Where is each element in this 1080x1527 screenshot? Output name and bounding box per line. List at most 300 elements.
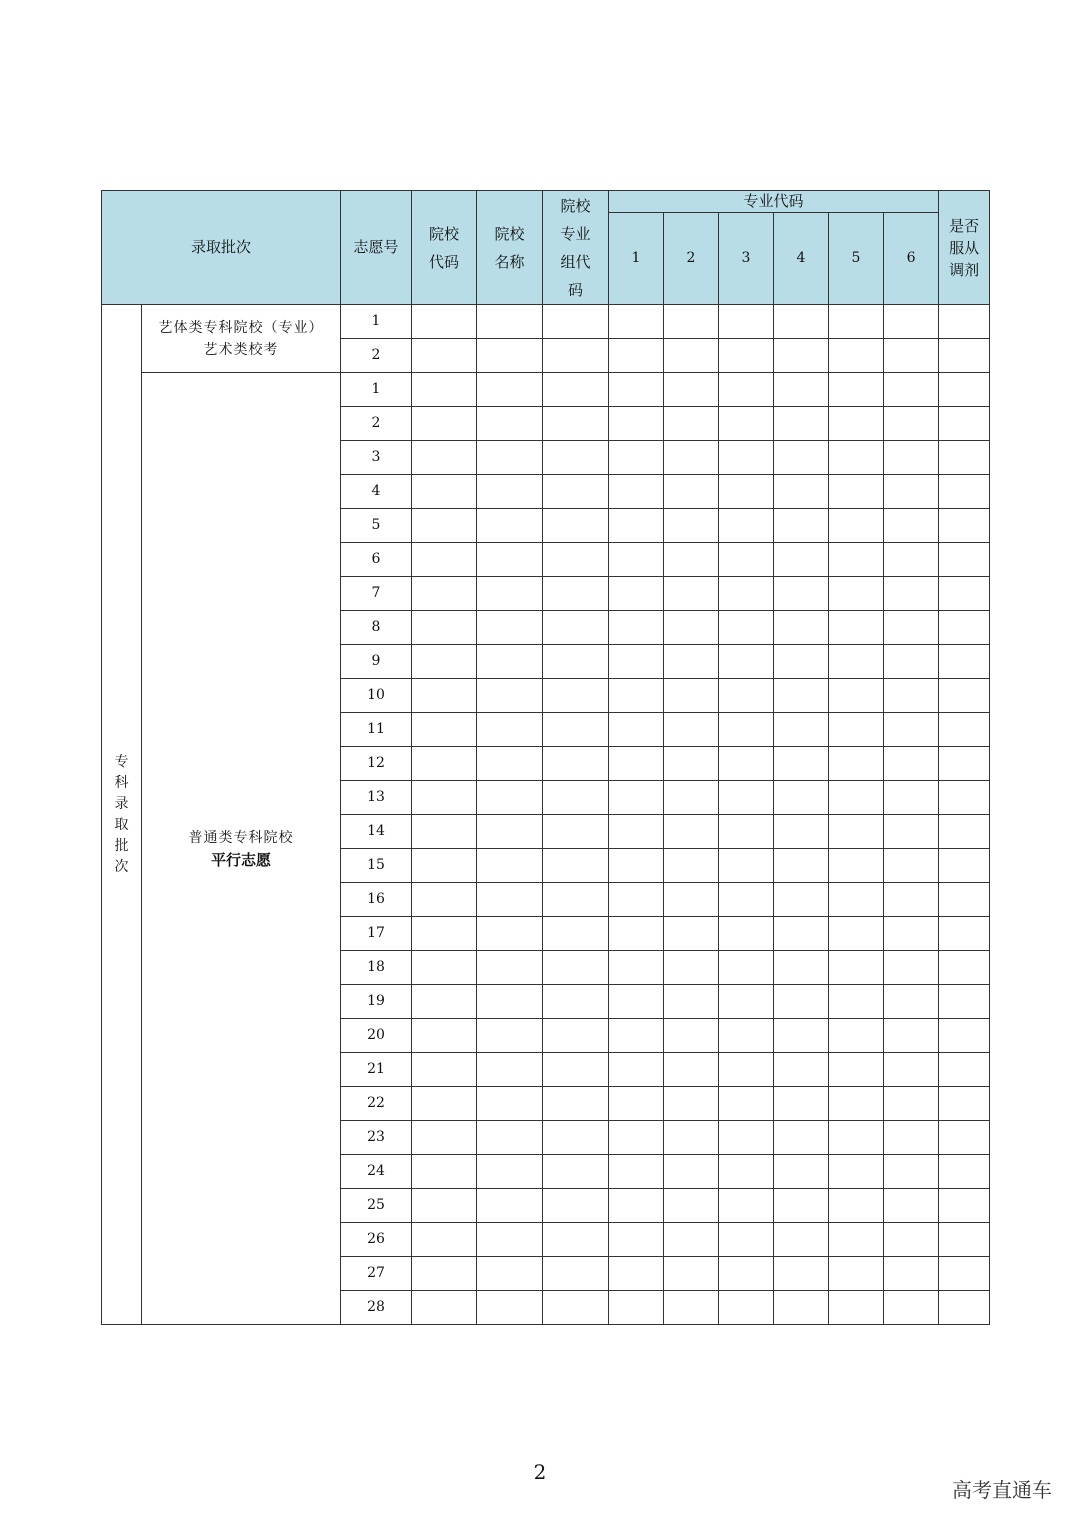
major-6-cell[interactable]	[884, 1087, 939, 1121]
major-6-cell[interactable]	[884, 1121, 939, 1155]
major-5-cell[interactable]	[829, 577, 884, 611]
major-5-cell[interactable]	[829, 951, 884, 985]
school-name-cell[interactable]	[477, 1189, 543, 1223]
major-3-cell[interactable]	[719, 883, 774, 917]
school-code-cell[interactable]	[412, 1223, 477, 1257]
group-code-cell[interactable]	[543, 1223, 609, 1257]
major-1-cell[interactable]	[609, 1155, 664, 1189]
major-1-cell[interactable]	[609, 1257, 664, 1291]
school-code-cell[interactable]	[412, 917, 477, 951]
adjust-cell[interactable]	[939, 1223, 990, 1257]
school-code-cell[interactable]	[412, 951, 477, 985]
adjust-cell[interactable]	[939, 951, 990, 985]
school-code-cell[interactable]	[412, 781, 477, 815]
adjust-cell[interactable]	[939, 815, 990, 849]
major-2-cell[interactable]	[664, 305, 719, 339]
major-3-cell[interactable]	[719, 1019, 774, 1053]
major-3-cell[interactable]	[719, 1223, 774, 1257]
adjust-cell[interactable]	[939, 577, 990, 611]
school-name-cell[interactable]	[477, 713, 543, 747]
major-6-cell[interactable]	[884, 305, 939, 339]
major-4-cell[interactable]	[774, 339, 829, 373]
major-6-cell[interactable]	[884, 815, 939, 849]
school-name-cell[interactable]	[477, 611, 543, 645]
adjust-cell[interactable]	[939, 1291, 990, 1325]
major-3-cell[interactable]	[719, 781, 774, 815]
major-1-cell[interactable]	[609, 543, 664, 577]
school-name-cell[interactable]	[477, 1155, 543, 1189]
major-2-cell[interactable]	[664, 1291, 719, 1325]
major-3-cell[interactable]	[719, 713, 774, 747]
group-code-cell[interactable]	[543, 713, 609, 747]
major-2-cell[interactable]	[664, 543, 719, 577]
major-3-cell[interactable]	[719, 339, 774, 373]
major-5-cell[interactable]	[829, 747, 884, 781]
major-6-cell[interactable]	[884, 611, 939, 645]
major-3-cell[interactable]	[719, 407, 774, 441]
group-code-cell[interactable]	[543, 611, 609, 645]
major-1-cell[interactable]	[609, 339, 664, 373]
major-5-cell[interactable]	[829, 917, 884, 951]
major-1-cell[interactable]	[609, 611, 664, 645]
major-1-cell[interactable]	[609, 1087, 664, 1121]
major-3-cell[interactable]	[719, 747, 774, 781]
major-4-cell[interactable]	[774, 815, 829, 849]
major-1-cell[interactable]	[609, 1291, 664, 1325]
group-code-cell[interactable]	[543, 1053, 609, 1087]
major-3-cell[interactable]	[719, 373, 774, 407]
major-5-cell[interactable]	[829, 645, 884, 679]
group-code-cell[interactable]	[543, 747, 609, 781]
major-5-cell[interactable]	[829, 849, 884, 883]
major-4-cell[interactable]	[774, 543, 829, 577]
adjust-cell[interactable]	[939, 781, 990, 815]
major-4-cell[interactable]	[774, 1257, 829, 1291]
school-name-cell[interactable]	[477, 339, 543, 373]
group-code-cell[interactable]	[543, 1087, 609, 1121]
school-code-cell[interactable]	[412, 1121, 477, 1155]
major-4-cell[interactable]	[774, 1155, 829, 1189]
major-2-cell[interactable]	[664, 475, 719, 509]
school-name-cell[interactable]	[477, 849, 543, 883]
major-4-cell[interactable]	[774, 951, 829, 985]
major-5-cell[interactable]	[829, 1155, 884, 1189]
school-code-cell[interactable]	[412, 1155, 477, 1189]
school-code-cell[interactable]	[412, 577, 477, 611]
major-1-cell[interactable]	[609, 849, 664, 883]
group-code-cell[interactable]	[543, 475, 609, 509]
major-6-cell[interactable]	[884, 339, 939, 373]
major-3-cell[interactable]	[719, 1121, 774, 1155]
school-code-cell[interactable]	[412, 1257, 477, 1291]
major-3-cell[interactable]	[719, 645, 774, 679]
major-4-cell[interactable]	[774, 713, 829, 747]
major-2-cell[interactable]	[664, 1257, 719, 1291]
group-code-cell[interactable]	[543, 509, 609, 543]
major-6-cell[interactable]	[884, 713, 939, 747]
major-5-cell[interactable]	[829, 713, 884, 747]
major-2-cell[interactable]	[664, 441, 719, 475]
major-2-cell[interactable]	[664, 781, 719, 815]
school-name-cell[interactable]	[477, 577, 543, 611]
major-5-cell[interactable]	[829, 543, 884, 577]
adjust-cell[interactable]	[939, 1087, 990, 1121]
group-code-cell[interactable]	[543, 407, 609, 441]
school-code-cell[interactable]	[412, 1189, 477, 1223]
adjust-cell[interactable]	[939, 1019, 990, 1053]
major-2-cell[interactable]	[664, 1223, 719, 1257]
major-6-cell[interactable]	[884, 1019, 939, 1053]
major-5-cell[interactable]	[829, 475, 884, 509]
group-code-cell[interactable]	[543, 645, 609, 679]
adjust-cell[interactable]	[939, 645, 990, 679]
major-4-cell[interactable]	[774, 645, 829, 679]
major-5-cell[interactable]	[829, 1291, 884, 1325]
school-code-cell[interactable]	[412, 747, 477, 781]
adjust-cell[interactable]	[939, 543, 990, 577]
major-5-cell[interactable]	[829, 781, 884, 815]
school-code-cell[interactable]	[412, 611, 477, 645]
adjust-cell[interactable]	[939, 917, 990, 951]
major-5-cell[interactable]	[829, 509, 884, 543]
major-6-cell[interactable]	[884, 645, 939, 679]
adjust-cell[interactable]	[939, 1189, 990, 1223]
major-5-cell[interactable]	[829, 1121, 884, 1155]
group-code-cell[interactable]	[543, 1257, 609, 1291]
major-5-cell[interactable]	[829, 339, 884, 373]
major-2-cell[interactable]	[664, 815, 719, 849]
adjust-cell[interactable]	[939, 679, 990, 713]
major-1-cell[interactable]	[609, 305, 664, 339]
major-5-cell[interactable]	[829, 1189, 884, 1223]
major-4-cell[interactable]	[774, 1053, 829, 1087]
adjust-cell[interactable]	[939, 1053, 990, 1087]
adjust-cell[interactable]	[939, 1257, 990, 1291]
major-1-cell[interactable]	[609, 1053, 664, 1087]
school-code-cell[interactable]	[412, 645, 477, 679]
major-4-cell[interactable]	[774, 1223, 829, 1257]
major-2-cell[interactable]	[664, 713, 719, 747]
school-code-cell[interactable]	[412, 883, 477, 917]
school-name-cell[interactable]	[477, 1257, 543, 1291]
school-name-cell[interactable]	[477, 373, 543, 407]
major-4-cell[interactable]	[774, 1019, 829, 1053]
major-2-cell[interactable]	[664, 1155, 719, 1189]
major-3-cell[interactable]	[719, 1155, 774, 1189]
major-6-cell[interactable]	[884, 1189, 939, 1223]
major-3-cell[interactable]	[719, 305, 774, 339]
adjust-cell[interactable]	[939, 305, 990, 339]
school-code-cell[interactable]	[412, 1019, 477, 1053]
adjust-cell[interactable]	[939, 1121, 990, 1155]
school-code-cell[interactable]	[412, 1291, 477, 1325]
school-code-cell[interactable]	[412, 339, 477, 373]
major-5-cell[interactable]	[829, 883, 884, 917]
school-code-cell[interactable]	[412, 373, 477, 407]
group-code-cell[interactable]	[543, 441, 609, 475]
major-5-cell[interactable]	[829, 1087, 884, 1121]
major-2-cell[interactable]	[664, 645, 719, 679]
school-name-cell[interactable]	[477, 1223, 543, 1257]
major-6-cell[interactable]	[884, 1053, 939, 1087]
major-4-cell[interactable]	[774, 1291, 829, 1325]
school-name-cell[interactable]	[477, 815, 543, 849]
group-code-cell[interactable]	[543, 781, 609, 815]
major-3-cell[interactable]	[719, 1257, 774, 1291]
major-4-cell[interactable]	[774, 509, 829, 543]
major-2-cell[interactable]	[664, 951, 719, 985]
major-3-cell[interactable]	[719, 1053, 774, 1087]
major-4-cell[interactable]	[774, 679, 829, 713]
major-1-cell[interactable]	[609, 679, 664, 713]
major-2-cell[interactable]	[664, 1053, 719, 1087]
school-name-cell[interactable]	[477, 441, 543, 475]
group-code-cell[interactable]	[543, 1155, 609, 1189]
group-code-cell[interactable]	[543, 1121, 609, 1155]
major-5-cell[interactable]	[829, 815, 884, 849]
major-4-cell[interactable]	[774, 747, 829, 781]
adjust-cell[interactable]	[939, 475, 990, 509]
major-2-cell[interactable]	[664, 611, 719, 645]
adjust-cell[interactable]	[939, 509, 990, 543]
major-1-cell[interactable]	[609, 1189, 664, 1223]
major-5-cell[interactable]	[829, 373, 884, 407]
major-2-cell[interactable]	[664, 985, 719, 1019]
adjust-cell[interactable]	[939, 713, 990, 747]
adjust-cell[interactable]	[939, 407, 990, 441]
major-1-cell[interactable]	[609, 509, 664, 543]
school-code-cell[interactable]	[412, 441, 477, 475]
school-name-cell[interactable]	[477, 407, 543, 441]
adjust-cell[interactable]	[939, 373, 990, 407]
major-3-cell[interactable]	[719, 1087, 774, 1121]
major-1-cell[interactable]	[609, 645, 664, 679]
school-code-cell[interactable]	[412, 1053, 477, 1087]
major-5-cell[interactable]	[829, 1223, 884, 1257]
school-name-cell[interactable]	[477, 1291, 543, 1325]
major-5-cell[interactable]	[829, 1053, 884, 1087]
major-4-cell[interactable]	[774, 849, 829, 883]
group-code-cell[interactable]	[543, 849, 609, 883]
major-1-cell[interactable]	[609, 951, 664, 985]
adjust-cell[interactable]	[939, 985, 990, 1019]
major-6-cell[interactable]	[884, 373, 939, 407]
major-5-cell[interactable]	[829, 611, 884, 645]
adjust-cell[interactable]	[939, 883, 990, 917]
school-name-cell[interactable]	[477, 679, 543, 713]
school-name-cell[interactable]	[477, 747, 543, 781]
major-3-cell[interactable]	[719, 475, 774, 509]
major-4-cell[interactable]	[774, 577, 829, 611]
major-6-cell[interactable]	[884, 1291, 939, 1325]
major-6-cell[interactable]	[884, 985, 939, 1019]
major-2-cell[interactable]	[664, 883, 719, 917]
major-1-cell[interactable]	[609, 1121, 664, 1155]
major-4-cell[interactable]	[774, 1087, 829, 1121]
school-code-cell[interactable]	[412, 679, 477, 713]
major-1-cell[interactable]	[609, 985, 664, 1019]
major-1-cell[interactable]	[609, 747, 664, 781]
major-3-cell[interactable]	[719, 441, 774, 475]
major-2-cell[interactable]	[664, 1019, 719, 1053]
major-3-cell[interactable]	[719, 509, 774, 543]
major-2-cell[interactable]	[664, 373, 719, 407]
major-6-cell[interactable]	[884, 1155, 939, 1189]
school-code-cell[interactable]	[412, 475, 477, 509]
school-code-cell[interactable]	[412, 1087, 477, 1121]
school-name-cell[interactable]	[477, 883, 543, 917]
major-4-cell[interactable]	[774, 1189, 829, 1223]
major-6-cell[interactable]	[884, 747, 939, 781]
major-5-cell[interactable]	[829, 1257, 884, 1291]
major-4-cell[interactable]	[774, 781, 829, 815]
school-name-cell[interactable]	[477, 781, 543, 815]
school-name-cell[interactable]	[477, 1019, 543, 1053]
group-code-cell[interactable]	[543, 951, 609, 985]
school-code-cell[interactable]	[412, 849, 477, 883]
major-1-cell[interactable]	[609, 1223, 664, 1257]
adjust-cell[interactable]	[939, 441, 990, 475]
major-5-cell[interactable]	[829, 305, 884, 339]
major-1-cell[interactable]	[609, 883, 664, 917]
major-4-cell[interactable]	[774, 917, 829, 951]
group-code-cell[interactable]	[543, 917, 609, 951]
school-name-cell[interactable]	[477, 951, 543, 985]
major-1-cell[interactable]	[609, 781, 664, 815]
school-code-cell[interactable]	[412, 407, 477, 441]
major-6-cell[interactable]	[884, 951, 939, 985]
major-1-cell[interactable]	[609, 713, 664, 747]
school-name-cell[interactable]	[477, 509, 543, 543]
group-code-cell[interactable]	[543, 305, 609, 339]
major-2-cell[interactable]	[664, 407, 719, 441]
group-code-cell[interactable]	[543, 577, 609, 611]
group-code-cell[interactable]	[543, 543, 609, 577]
major-1-cell[interactable]	[609, 441, 664, 475]
major-6-cell[interactable]	[884, 679, 939, 713]
group-code-cell[interactable]	[543, 373, 609, 407]
school-code-cell[interactable]	[412, 305, 477, 339]
major-4-cell[interactable]	[774, 475, 829, 509]
major-6-cell[interactable]	[884, 407, 939, 441]
school-name-cell[interactable]	[477, 645, 543, 679]
major-5-cell[interactable]	[829, 407, 884, 441]
major-3-cell[interactable]	[719, 917, 774, 951]
major-2-cell[interactable]	[664, 747, 719, 781]
school-name-cell[interactable]	[477, 305, 543, 339]
group-code-cell[interactable]	[543, 679, 609, 713]
major-5-cell[interactable]	[829, 679, 884, 713]
group-code-cell[interactable]	[543, 339, 609, 373]
major-3-cell[interactable]	[719, 577, 774, 611]
major-4-cell[interactable]	[774, 441, 829, 475]
major-6-cell[interactable]	[884, 781, 939, 815]
major-2-cell[interactable]	[664, 679, 719, 713]
major-6-cell[interactable]	[884, 917, 939, 951]
major-1-cell[interactable]	[609, 917, 664, 951]
major-3-cell[interactable]	[719, 543, 774, 577]
major-2-cell[interactable]	[664, 577, 719, 611]
group-code-cell[interactable]	[543, 1189, 609, 1223]
adjust-cell[interactable]	[939, 849, 990, 883]
school-code-cell[interactable]	[412, 543, 477, 577]
school-name-cell[interactable]	[477, 985, 543, 1019]
major-4-cell[interactable]	[774, 883, 829, 917]
school-name-cell[interactable]	[477, 1087, 543, 1121]
adjust-cell[interactable]	[939, 747, 990, 781]
major-6-cell[interactable]	[884, 441, 939, 475]
group-code-cell[interactable]	[543, 1019, 609, 1053]
major-2-cell[interactable]	[664, 1189, 719, 1223]
major-5-cell[interactable]	[829, 985, 884, 1019]
major-2-cell[interactable]	[664, 917, 719, 951]
major-1-cell[interactable]	[609, 815, 664, 849]
major-4-cell[interactable]	[774, 373, 829, 407]
major-6-cell[interactable]	[884, 849, 939, 883]
school-code-cell[interactable]	[412, 713, 477, 747]
major-6-cell[interactable]	[884, 883, 939, 917]
major-1-cell[interactable]	[609, 475, 664, 509]
major-2-cell[interactable]	[664, 339, 719, 373]
major-2-cell[interactable]	[664, 509, 719, 543]
major-2-cell[interactable]	[664, 1121, 719, 1155]
major-2-cell[interactable]	[664, 849, 719, 883]
major-5-cell[interactable]	[829, 441, 884, 475]
major-4-cell[interactable]	[774, 611, 829, 645]
adjust-cell[interactable]	[939, 1155, 990, 1189]
school-name-cell[interactable]	[477, 1053, 543, 1087]
major-1-cell[interactable]	[609, 1019, 664, 1053]
major-6-cell[interactable]	[884, 509, 939, 543]
major-2-cell[interactable]	[664, 1087, 719, 1121]
group-code-cell[interactable]	[543, 883, 609, 917]
major-3-cell[interactable]	[719, 1291, 774, 1325]
major-3-cell[interactable]	[719, 611, 774, 645]
school-code-cell[interactable]	[412, 815, 477, 849]
group-code-cell[interactable]	[543, 985, 609, 1019]
major-6-cell[interactable]	[884, 543, 939, 577]
school-code-cell[interactable]	[412, 509, 477, 543]
major-3-cell[interactable]	[719, 985, 774, 1019]
major-3-cell[interactable]	[719, 679, 774, 713]
major-4-cell[interactable]	[774, 407, 829, 441]
major-1-cell[interactable]	[609, 577, 664, 611]
major-6-cell[interactable]	[884, 1257, 939, 1291]
school-name-cell[interactable]	[477, 543, 543, 577]
school-name-cell[interactable]	[477, 917, 543, 951]
group-code-cell[interactable]	[543, 815, 609, 849]
major-3-cell[interactable]	[719, 849, 774, 883]
adjust-cell[interactable]	[939, 339, 990, 373]
major-3-cell[interactable]	[719, 1189, 774, 1223]
major-6-cell[interactable]	[884, 1223, 939, 1257]
major-1-cell[interactable]	[609, 407, 664, 441]
major-5-cell[interactable]	[829, 1019, 884, 1053]
major-4-cell[interactable]	[774, 305, 829, 339]
group-code-cell[interactable]	[543, 1291, 609, 1325]
major-3-cell[interactable]	[719, 815, 774, 849]
school-name-cell[interactable]	[477, 475, 543, 509]
school-name-cell[interactable]	[477, 1121, 543, 1155]
major-4-cell[interactable]	[774, 985, 829, 1019]
major-1-cell[interactable]	[609, 373, 664, 407]
major-3-cell[interactable]	[719, 951, 774, 985]
school-code-cell[interactable]	[412, 985, 477, 1019]
adjust-cell[interactable]	[939, 611, 990, 645]
major-6-cell[interactable]	[884, 577, 939, 611]
major-4-cell[interactable]	[774, 1121, 829, 1155]
major-6-cell[interactable]	[884, 475, 939, 509]
